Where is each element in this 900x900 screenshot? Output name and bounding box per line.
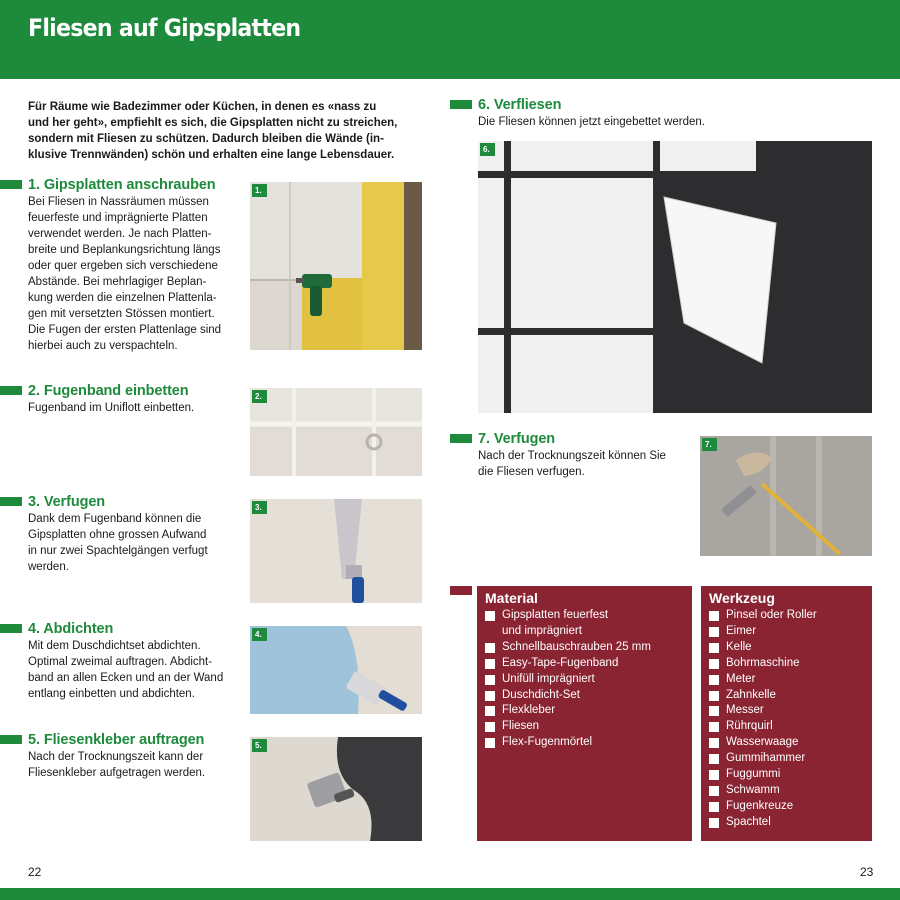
step-line: gen mit versetzten Stössen montiert. (28, 308, 215, 320)
list-item: Gummihammer (709, 751, 817, 767)
list-item: Fugenkreuze (709, 799, 817, 815)
step-4-tag: 4. (252, 628, 267, 641)
step-line: die Fliesen verfugen. (478, 466, 585, 478)
list-item: Flexkleber (485, 703, 651, 719)
step-line: werden. (28, 561, 69, 573)
step-3-photo (250, 499, 422, 603)
step-7-photo (700, 436, 872, 556)
checkbox-square-icon (485, 611, 495, 621)
checkbox-square-icon (709, 675, 719, 685)
step-2-text (28, 400, 248, 416)
step-line: Fliesenkleber aufgetragen werden. (28, 767, 206, 779)
step-line: breite und Beplankungsrichtung längs (28, 244, 221, 256)
step-marker (0, 386, 22, 395)
checkbox-square-icon (485, 659, 495, 669)
checkbox-square-icon (485, 675, 495, 685)
step-line: Mit dem Duschdichtset abdichten. (28, 640, 201, 652)
step-line: oder quer ergeben sich verschiedene (28, 260, 218, 272)
list-item: Bohrmaschine (709, 656, 817, 672)
checkbox-square-icon (485, 722, 495, 732)
step-marker (0, 180, 22, 189)
checkbox-square-icon (709, 738, 719, 748)
step-1-tag: 1. (252, 184, 267, 197)
step-marker (0, 497, 22, 506)
list-item: Eimer (709, 624, 817, 640)
step-7-text (478, 448, 698, 480)
step-5-photo (250, 737, 422, 841)
step-line: Bei Fliesen in Nassräumen müssen (28, 196, 209, 208)
checkbox-square-icon (709, 627, 719, 637)
step-6-tag: 6. (480, 143, 495, 156)
checkbox-square-icon (709, 611, 719, 621)
list-item: Fliesen (485, 719, 651, 735)
list-item: Fuggummi (709, 767, 817, 783)
checkbox-square-icon (709, 722, 719, 732)
step-3-title: 3. Verfugen (28, 494, 106, 510)
step-6-text (478, 114, 878, 130)
checkbox-square-icon (485, 738, 495, 748)
step-1-text (28, 194, 248, 354)
page-number-right: 23 (860, 865, 874, 879)
step-5-title: 5. Fliesenkleber auftragen (28, 732, 205, 748)
step-marker (0, 624, 22, 633)
step-3-tag: 3. (252, 501, 267, 514)
step-line: Fugenband im Uniflott einbetten. (28, 402, 195, 414)
step-7-title: 7. Verfugen (478, 431, 556, 447)
material-box (477, 586, 692, 841)
list-item: Wasserwaage (709, 735, 817, 751)
step-6-photo (478, 141, 872, 413)
step-2-photo (250, 388, 422, 476)
werkzeug-list (709, 608, 817, 831)
step-5-tag: 5. (252, 739, 267, 752)
step-marker (0, 735, 22, 744)
step-line: in nur zwei Spachtelgängen verfugt (28, 545, 208, 557)
list-item: Zahnkelle (709, 688, 817, 704)
checkbox-square-icon (709, 818, 719, 828)
step-1-title: 1. Gipsplatten anschrauben (28, 177, 216, 193)
step-4-title: 4. Abdichten (28, 621, 114, 637)
step-line: Die Fliesen können jetzt eingebettet werden. (478, 116, 705, 128)
material-list (485, 608, 651, 751)
step-line: Nach der Trocknungszeit können Sie (478, 450, 666, 462)
intro-line: Für Räume wie Badezimmer oder Küchen, in denen es «nass zu (28, 101, 377, 113)
list-item: Meter (709, 672, 817, 688)
checkbox-square-icon (709, 802, 719, 812)
list-item: Messer (709, 703, 817, 719)
step-line: Dank dem Fugenband können die (28, 513, 202, 525)
step-line: kung werden die einzelnen Plattenla- (28, 292, 217, 304)
checkbox-square-icon (485, 691, 495, 701)
checkbox-square-icon (485, 643, 495, 653)
header-band (0, 0, 900, 79)
step-4-text (28, 638, 248, 702)
step-line: hierbei auch zu verspachteln. (28, 340, 178, 352)
step-line: Nach der Trocknungszeit kann der (28, 751, 204, 763)
step-line: Gipsplatten ohne grossen Aufwand (28, 529, 207, 541)
step-4-photo (250, 626, 422, 714)
list-item: Gipsplatten feuerfest (485, 608, 651, 624)
step-3-text (28, 511, 248, 575)
list-item: und imprägniert (502, 624, 582, 637)
checkbox-square-icon (709, 659, 719, 669)
list-item: Schnellbauschrauben 25 mm (485, 640, 651, 656)
step-5-text (28, 749, 248, 781)
list-item: Unifüll imprägniert (485, 672, 651, 688)
intro-line: und her geht», empfiehlt es sich, die Gipsplatten nicht zu streichen, (28, 117, 398, 129)
step-line: band an allen Ecken und an der Wand (28, 672, 224, 684)
page-number-left: 22 (28, 865, 42, 879)
checkbox-square-icon (709, 691, 719, 701)
step-7-tag: 7. (702, 438, 717, 451)
intro-line: klusive Trennwänden) schön und erhalten eine lange Lebensdauer. (28, 149, 395, 161)
checkbox-square-icon (709, 754, 719, 764)
checkbox-square-icon (709, 770, 719, 780)
list-item: Easy-Tape-Fugenband (485, 656, 651, 672)
step-1-photo (250, 182, 422, 350)
checkbox-square-icon (709, 643, 719, 653)
list-item: Pinsel oder Roller (709, 608, 817, 624)
step-line: Abstände. Bei mehrlagiger Beplan- (28, 276, 207, 288)
list-item: Duschdicht-Set (485, 688, 651, 704)
step-line: entlang einbetten und abdichten. (28, 688, 195, 700)
step-6-title: 6. Verfliesen (478, 97, 562, 113)
list-item: Spachtel (709, 815, 817, 831)
intro-line: sondern mit Fliesen zu schützen. Dadurch bleiben die Wände (in- (28, 133, 384, 145)
step-line: verwendet werden. Je nach Platten- (28, 228, 212, 240)
step-2-tag: 2. (252, 390, 267, 403)
list-item: Schwamm (709, 783, 817, 799)
step-line: Optimal zweimal auftragen. Abdicht- (28, 656, 213, 668)
checkbox-square-icon (709, 706, 719, 716)
list-item: Kelle (709, 640, 817, 656)
step-2-title: 2. Fugenband einbetten (28, 383, 189, 399)
werkzeug-box (701, 586, 872, 841)
step-marker (450, 100, 472, 109)
step-line: Die Fugen der ersten Plattenlage sind (28, 324, 222, 336)
checkbox-square-icon (709, 786, 719, 796)
list-item: Flex-Fugenmörtel (485, 735, 651, 751)
intro-paragraph (28, 99, 438, 163)
page-title: Fliesen auf Gipsplatten (28, 14, 301, 42)
step-marker (450, 434, 472, 443)
werkzeug-title: Werkzeug (709, 590, 775, 606)
footer-band (0, 888, 900, 900)
step-line: feuerfeste und imprägnierte Platten (28, 212, 208, 224)
material-marker (450, 586, 472, 595)
material-title: Material (485, 590, 538, 606)
list-item: Rührquirl (709, 719, 817, 735)
checkbox-square-icon (485, 706, 495, 716)
